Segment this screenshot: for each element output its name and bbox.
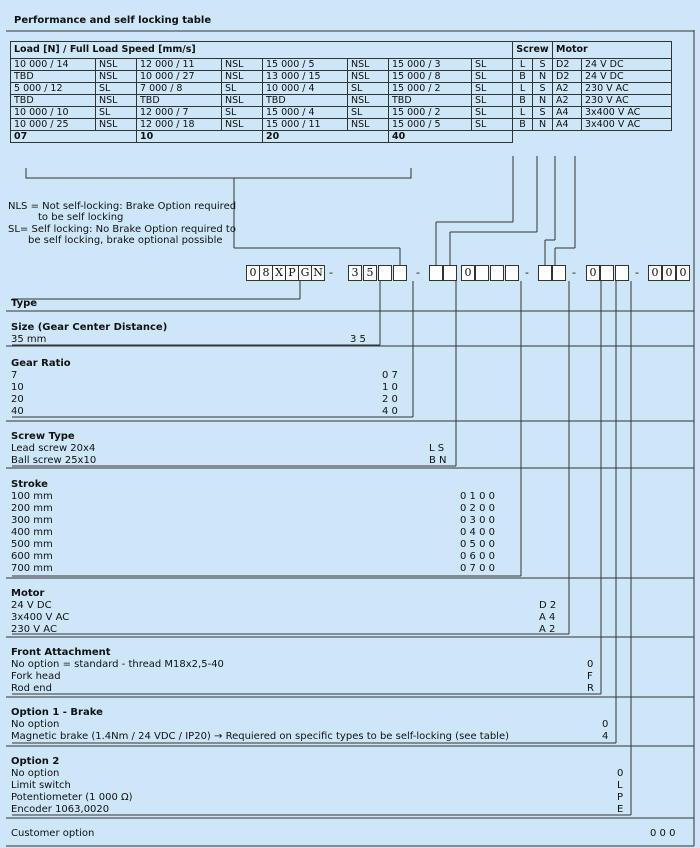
header-motor: Motor [553,42,672,59]
code-box: 5 [363,265,377,281]
front-code: R [587,683,594,694]
cell: 15 000 / 8 [389,71,472,83]
opt2-label: Encoder 1063,0020 [11,804,110,815]
stroke-code: 0 6 0 0 [460,551,495,562]
note-nsl-1: NLS = Not self-locking: Brake Option required [8,201,237,212]
cell: NSL [222,59,263,71]
cell: NSL [96,71,137,83]
code-dash: - [572,266,576,279]
gear-label: 40 [11,406,24,417]
screw-label: Ball screw 25x10 [11,455,97,466]
opt2-code: L [617,780,623,791]
code-box-motor [552,265,566,281]
cell: 10 000 / 25 [11,119,96,131]
cell: SL [472,107,513,119]
section-size-title: Size (Gear Center Distance) [11,322,168,333]
cell: SL [472,83,513,95]
opt1-code: 0 [602,719,609,730]
section-stroke-title: Stroke [11,479,48,490]
cell: TBD [137,95,222,107]
cell: NSL [96,59,137,71]
opt2-label: Limit switch [11,780,71,791]
opt2-label: Potentiometer (1 000 Ω) [11,792,133,803]
cell: 3x400 V AC [582,107,672,119]
customer-code: 0 0 0 [650,828,676,839]
cell: NSL [222,119,263,131]
cell: N [533,71,553,83]
code-box: 0 [648,265,662,281]
code-box: 0 [586,265,600,281]
table-row [11,83,672,95]
cell: 230 V AC [582,95,672,107]
table-row [11,119,672,131]
front-code: F [587,671,593,682]
cell: NSL [96,95,137,107]
cell: NSL [348,59,389,71]
cell: NSL [222,95,263,107]
gear-label: 20 [11,394,24,405]
ratio-row [11,131,672,143]
ratio-label: 20 [263,131,389,143]
gear-code: 4 0 [382,406,398,417]
opt1-label: Magnetic brake (1.4Nm / 24 VDC / IP20) → Requiered on specific types to be self-locking (see table) [11,731,510,742]
cell: NSL [348,95,389,107]
stroke-code: 0 4 0 0 [460,527,495,538]
cell: 12 000 / 18 [137,119,222,131]
cell: S [533,59,553,71]
stroke-code: 0 2 0 0 [460,503,495,514]
code-box: 8 [259,265,273,281]
cell: A2 [553,95,582,107]
front-label: No option = standard - thread M18x2,5-40 [11,659,224,670]
cell: 10 000 / 10 [11,107,96,119]
cell: 15 000 / 5 [389,119,472,131]
motor-code: D 2 [539,600,557,611]
note-nsl-2: to be self locking [38,212,124,223]
cell: A4 [553,107,582,119]
code-box-gear [393,265,407,281]
cell: 15 000 / 5 [263,59,348,71]
stroke-label: 700 mm [11,563,53,574]
stroke-code: 0 5 0 0 [460,539,495,550]
cell: SL [96,83,137,95]
cell: N [533,95,553,107]
code-dash: - [635,266,639,279]
code-box: P [285,265,299,281]
cell: D2 [553,59,582,71]
code-box-screw [443,265,457,281]
cell: 13 000 / 15 [263,71,348,83]
cell: SL [348,107,389,119]
cell: SL [472,95,513,107]
cell: A2 [553,83,582,95]
ratio-label: 40 [389,131,513,143]
code-box-motor [538,265,552,281]
code-box: N [311,265,325,281]
size-label: 35 mm [11,334,47,345]
cell: TBD [263,95,348,107]
code-box: 3 [348,265,362,281]
cell: TBD [11,95,96,107]
cell: 12 000 / 7 [137,107,222,119]
cell: 15 000 / 2 [389,107,472,119]
cell: 24 V DC [582,71,672,83]
stroke-code: 0 3 0 0 [460,515,495,526]
front-code: 0 [587,659,594,670]
cell: NSL [222,71,263,83]
cell: 3x400 V AC [582,119,672,131]
cell: L [513,107,533,119]
table-row [11,95,672,107]
ratio-label: 10 [137,131,263,143]
section-type-title: Type [11,298,38,309]
code-dash: - [416,266,420,279]
header-load: Load [N] / Full Load Speed [mm/s] [11,42,513,59]
cell: 15 000 / 11 [263,119,348,131]
ratio-label: 07 [11,131,137,143]
gear-code: 2 0 [382,394,398,405]
section-opt1-title: Option 1 - Brake [11,707,103,718]
gear-code: 0 7 [382,370,398,381]
cell: L [513,83,533,95]
cell: N [533,119,553,131]
code-box-gear [378,265,392,281]
cell: A4 [553,119,582,131]
cell: SL [96,107,137,119]
section-opt2-title: Option 2 [11,756,60,767]
stroke-label: 100 mm [11,491,53,502]
code-box-stroke [505,265,519,281]
stroke-label: 300 mm [11,515,53,526]
motor-code: A 4 [539,612,556,623]
screw-code: L S [429,443,445,454]
section-motor-title: Motor [11,588,45,599]
cell: SL [348,83,389,95]
motor-label: 230 V AC [11,624,57,635]
ratio-bracket [26,168,411,178]
cell: 15 000 / 2 [389,83,472,95]
cell: 10 000 / 14 [11,59,96,71]
table-row [11,107,672,119]
section-screw-title: Screw Type [11,431,75,442]
section-front-title: Front Attachment [11,647,111,658]
cell: 5 000 / 12 [11,83,96,95]
code-dash: - [329,266,333,279]
cell: 15 000 / 4 [263,107,348,119]
cell: S [533,107,553,119]
code-box: 0 [662,265,676,281]
code-box: 0 [461,265,475,281]
cell: 230 V AC [582,83,672,95]
stroke-code: 0 1 0 0 [460,491,495,502]
opt2-code: P [617,792,624,803]
table-row [11,71,672,83]
header-screw: Screw [513,42,553,59]
code-box: X [272,265,286,281]
front-label: Rod end [11,683,52,694]
cell: SL [472,59,513,71]
opt2-label: No option [11,768,60,779]
cell: B [513,119,533,131]
motor-label: 3x400 V AC [11,612,70,623]
motor-label: 24 V DC [11,600,52,611]
cell: B [513,71,533,83]
note-sl-2: be self locking, brake optional possible [28,235,223,246]
cell: NSL [96,119,137,131]
stroke-label: 500 mm [11,539,53,550]
cell: TBD [389,95,472,107]
stroke-label: 200 mm [11,503,53,514]
screw-label: Lead screw 20x4 [11,443,96,454]
cell: NSL [348,71,389,83]
stroke-label: 400 mm [11,527,53,538]
motor-code: A 2 [539,624,556,635]
gear-code: 1 0 [382,382,398,393]
opt2-code: E [617,804,624,815]
code-dash: - [525,266,529,279]
code-box-front [600,265,614,281]
code-box-stroke [475,265,489,281]
cell: SL [472,119,513,131]
front-label: Fork head [11,671,61,682]
gear-label: 7 [11,370,18,381]
cell: S [533,83,553,95]
cell: L [513,59,533,71]
cell: B [513,95,533,107]
cell: SL [222,83,263,95]
opt2-code: 0 [617,768,624,779]
cell: 10 000 / 27 [137,71,222,83]
cell: 12 000 / 11 [137,59,222,71]
code-box: 0 [676,265,690,281]
code-box: 0 [246,265,260,281]
table-title: Performance and self locking table [14,15,212,26]
code-box-screw [429,265,443,281]
section-gear-title: Gear Ratio [11,358,71,369]
opt1-code: 4 [602,731,609,742]
cell: SL [472,71,513,83]
cell: NSL [348,119,389,131]
note-sl-1: SL= Self locking: No Brake Option required to [8,224,236,235]
stroke-label: 600 mm [11,551,53,562]
screw-code: B N [429,455,447,466]
cell: SL [222,107,263,119]
table-row [11,59,672,71]
gear-label: 10 [11,382,24,393]
cell: D2 [553,71,582,83]
opt1-label: No option [11,719,60,730]
size-code: 3 5 [350,334,366,345]
cell: 7 000 / 8 [137,83,222,95]
cell: 24 V DC [582,59,672,71]
cell: 10 000 / 4 [263,83,348,95]
code-box: G [298,265,312,281]
code-box-stroke [490,265,504,281]
cell: TBD [11,71,96,83]
stroke-code: 0 7 0 0 [460,563,495,574]
customer-label: Customer option [11,828,95,839]
cell: 15 000 / 3 [389,59,472,71]
performance-table [10,41,672,143]
code-box-opt [615,265,629,281]
